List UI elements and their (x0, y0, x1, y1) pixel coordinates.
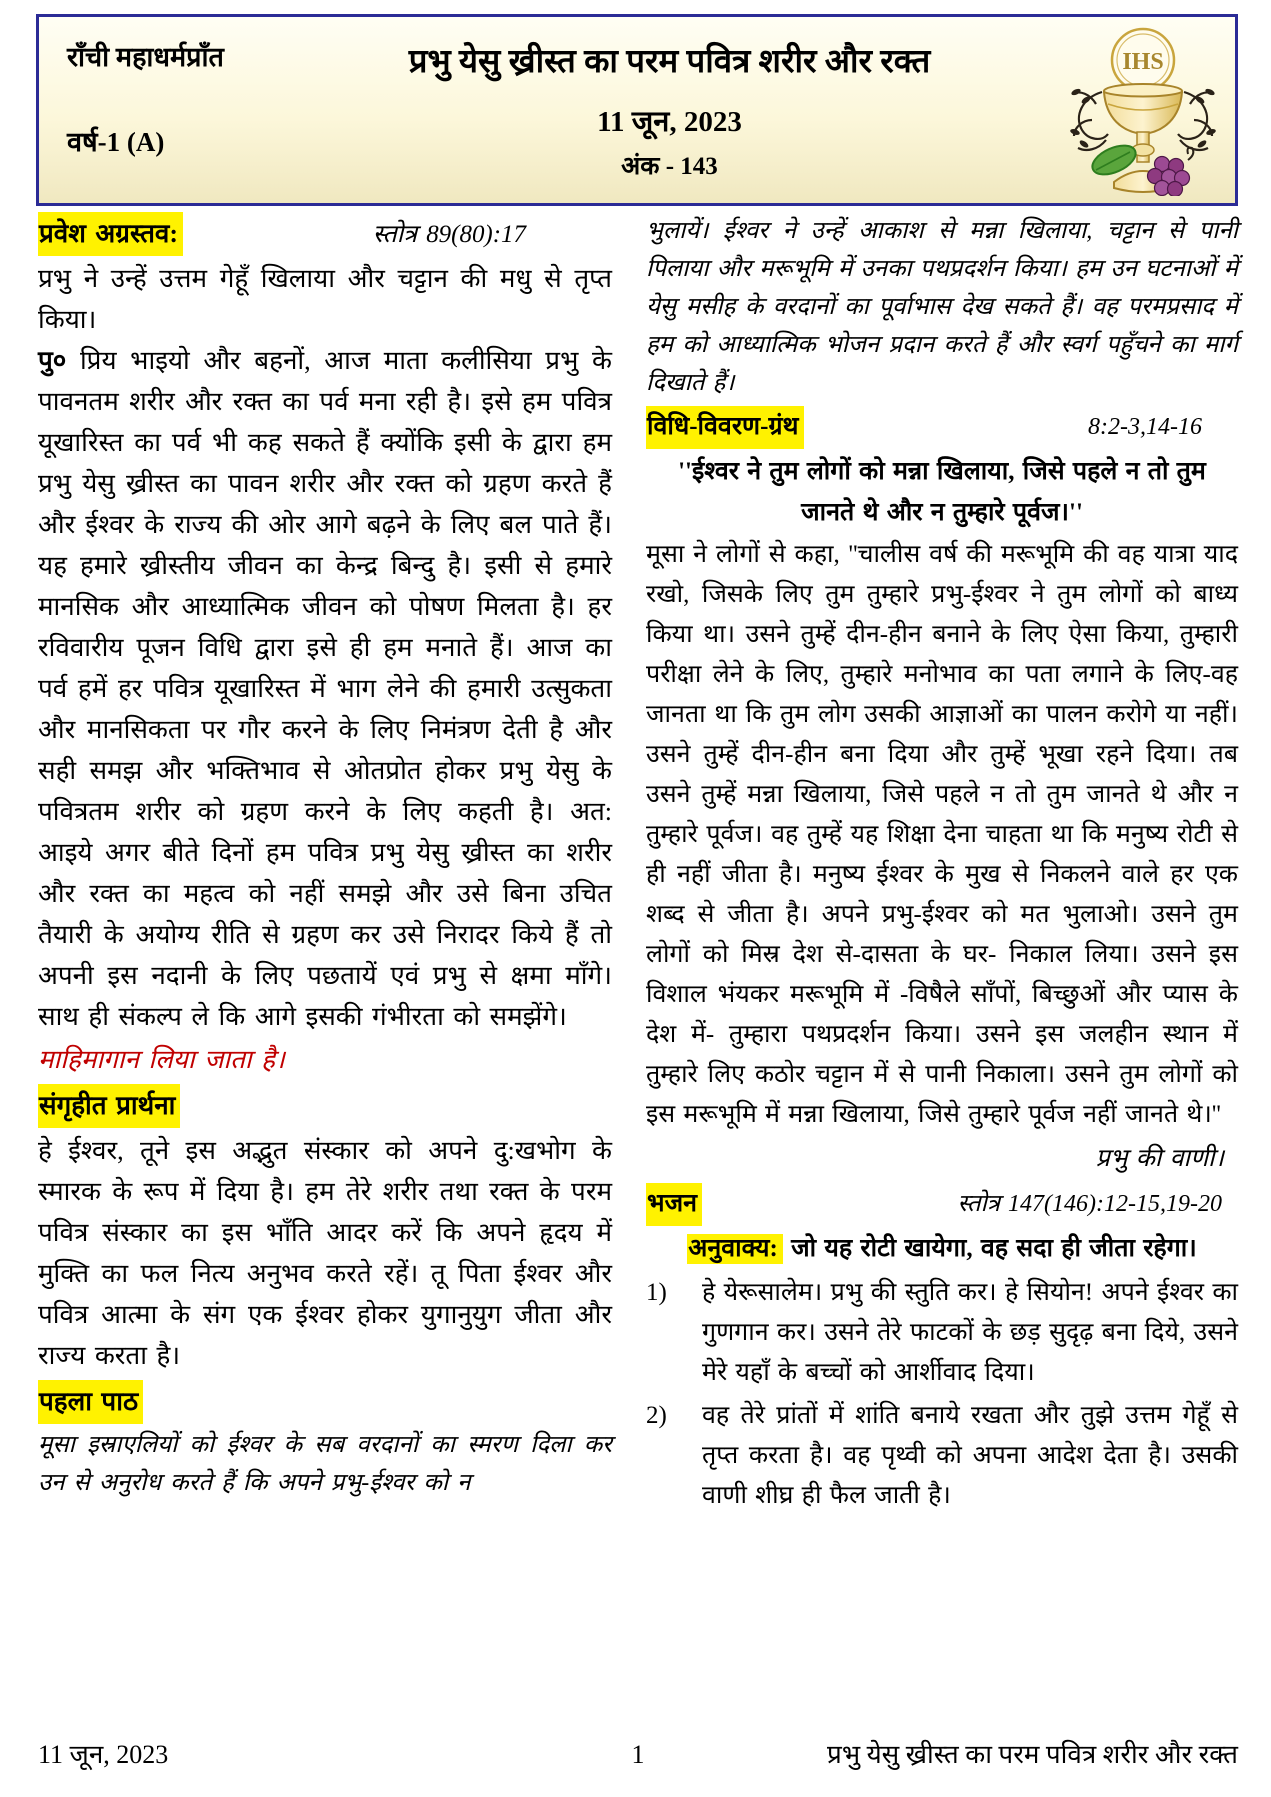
page-footer (38, 1735, 1238, 1771)
gloria-rubric: माहिमागान लिया जाता है। (38, 1045, 285, 1074)
masthead (36, 14, 1238, 206)
issue-date: 11 जून, 2023 (597, 105, 742, 138)
left-column (38, 212, 612, 1516)
feast-title: प्रभु येसु ख्रीस्त का परम पवित्र शरीर और रक्त (408, 44, 931, 80)
first-reading-header (38, 1380, 612, 1424)
entrance-antiphon-text: प्रभु ने उन्हें उत्तम गेहूँ खिलाया और चट्टान की मधु से तृप्त किया। (38, 264, 612, 334)
reading-source-header (646, 406, 1238, 449)
psalm-antiphon (646, 1228, 1238, 1270)
entrance-antiphon-heading: प्रवेश अग्रस्तव: (38, 212, 183, 256)
psalm-reference: स्तोत्र 147(146):12-15,19-20 (957, 1191, 1222, 1217)
psalm-verse-text: वह तेरे प्रांतों में शांति बनाये रखता और तुझे उत्तम गेहूँ से तृप्त करता है। वह पृथ्वी को अपना आदेश देता है। उसकी वाणी शीघ्र ही फैल जाती है। (702, 1402, 1238, 1509)
psalm-verse (646, 1273, 1238, 1393)
host-ihs-text: IHS (1121, 49, 1164, 75)
psalm-verse-number: 2) (646, 1402, 667, 1429)
grape-tendril (1187, 148, 1193, 160)
psalm-verse-text: हे येरूसालेम। प्रभु की स्तुति कर। हे सियोन! अपने ईश्वर का गुणगान कर। उसने तेरे फाटकों के छड़ सुदृढ़ बना दिये, उसने मेरे यहाँ के बच्चों को आर्शीवाद दिया। (702, 1279, 1238, 1386)
bulletin-body (38, 212, 1238, 1516)
priest-exhortation-text: प्रिय भाइयो और बहनों, आज माता कलीसिया प्रभु के पावनतम शरीर और रक्त का पर्व मना रही है। इसे हम पवित्र यूखारिस्त का पर्व भी कह सकते हैं क्योंकि इसी के द्वारा हम प्रभु येसु ख्रीस्त का पावन शरीर और रक्त को ग्रहण करते हैं और ईश्वर के राज्य की ओर आगे बढ़ने के लिए बल पाते हैं। यह हमारे ख्रीस्तीय जीवन का केन्द्र बिन्दु है। इसी से हमारे मानसिक और आध्यात्मिक जीवन को पोषण मिलता है। हर रविवारीय पूजन विधि द्वारा इसे ही हम मनाते हैं। आज का पर्व हमें हर पवित्र यूखारिस्त में भाग लेने की हमारी उत्सुकता और मानसिकता पर गौर करने के लिए निमंत्रण देती है और सही समझ और भक्तिभाव से ओतप्रोत होकर प्रभु येसु के पवित्रतम शरीर को ग्रहण करने के लिए कहती है। अत: आइये अगर बीते दिनों हम पवित्र प्रभु येसु ख्रीस्त का शरीर और रक्त का महत्व को नहीं समझे और उसे बिना उचित तैयारी के अयोग्य रीति से ग्रहण कर उसे निरादर किये हैं तो अपनी इस नदानी के लिए पछतायें एवं प्रभु से क्षमा माँगे। साथ ही संकल्प ले कि आगे इसकी गंभीरता को समझेंगे। (38, 346, 612, 1031)
first-reading-heading: पहला पाठ (38, 1380, 143, 1424)
masthead-emblem-area (1050, 17, 1235, 203)
psalm-verse-number: 1) (646, 1279, 667, 1306)
issue-number: अंक - 143 (621, 152, 718, 180)
footer-date: 11 जून, 2023 (38, 1740, 169, 1769)
collect-header (38, 1084, 612, 1128)
masthead-left (39, 17, 289, 203)
priest-exhortation (38, 340, 612, 1037)
footer-feast-title: प्रभु येसु ख्रीस्त का परम पवित्र शरीर और रक्त (827, 1740, 1238, 1769)
entrance-antiphon-reference: स्तोत्र 89(80):17 (372, 221, 526, 248)
liturgical-year: वर्ष-1 (A) (67, 127, 165, 157)
psalm-verse (646, 1396, 1238, 1516)
psalm-heading: भजन (646, 1183, 702, 1226)
reading-book-name: विधि-विवरण-ग्रंथ (646, 406, 804, 449)
reading-headline-quote: ''ईश्वर ने तुम लोगों को मन्ना खिलाया, जिसे पहले न तो तुम जानते थे और न तुम्हारे पूर्वज।'' (678, 458, 1206, 526)
footer-page-number: 1 (631, 1740, 645, 1769)
psalm-antiphon-label: अनुवाक्य: (687, 1234, 783, 1264)
masthead-center (289, 17, 1050, 203)
collect-heading: संगृहीत प्रार्थना (38, 1084, 180, 1128)
reading-reference: 8:2-3,14-16 (1088, 414, 1202, 440)
chalice-host-icon (1062, 24, 1224, 196)
archdiocese-name: राँची महाधर्मप्राँत (67, 42, 224, 72)
first-reading-intro: मूसा इस्राएलियों को ईश्वर के सब वरदानों का स्मरण दिला कर उन से अनुरोध करते हैं कि अपने प्रभु-ईश्वर को न (38, 1432, 612, 1496)
right-column (646, 212, 1238, 1516)
reading-body-text: मूसा ने लोगों से कहा, ''चालीस वर्ष की मरूभूमि की वह यात्रा याद रखो, जिसके लिए तुम तुम्हारे प्रभु-ईश्वर ने तुम लोगों को बाध्य किया था। उसने तुम्हें दीन-हीन बनाने के लिए ऐसा किया, तुम्हारी परीक्षा लेने के लिए, तुम्हारे मनोभाव का पता लगाने के लिए-वह जानता था कि तुम लोग उसकी आज्ञाओं का पालन करोगे या नहीं। उसने तुम्हें दीन-हीन बना दिया और तुम्हें भूखा रहने दिया। तब उसने तुम्हें मन्ना खिलाया, जिसे पहले न तो तुम जानते थे और न तुम्हारे पूर्वज। वह तुम्हें यह शिक्षा देना चाहता था कि मनुष्य रोटी से ही नहीं जीता है। मनुष्य ईश्वर के मुख से निकलने वाले हर एक शब्द से जीता है। अपने प्रभु-ईश्वर को मत भुलाओ। उसने तुम लोगों को मिस्र देश से-दासता के घर- निकाल लिया। उसने इस विशाल भंयकर मरूभूमि में -विषैले साँपों, बिच्छुओं और प्यास के देश में- तुम्हारा पथप्रदर्शन किया। उसने इस जलहीन स्थान में तुम्हारे लिए कठोर चट्टान में से पानी निकाला। उसने तुम लोगों को इस मरूभूमि में मन्ना खिलाया, जिसे तुम्हारे पूर्वज नहीं जानते थे।'' (646, 541, 1238, 1128)
priest-speaker-label: पु० (38, 346, 67, 375)
psalm-header (646, 1183, 1238, 1226)
chalice-bowl (1104, 92, 1182, 134)
collect-text: हे ईश्वर, तूने इस अद्भुत संस्कार को अपने दु:खभोग के स्मारक के रूप में दिया है। हम तेरे शरीर तथा रक्त के परम पवित्र संस्कार का इस भाँति आदर करें कि अपने हृदय में मुक्ति का फल नित्य अनुभव करते रहें। तू पिता ईश्वर और पवित्र आत्मा के संग एक ईश्वर होकर युगानुयुग जीता और राज्य करता है। (38, 1136, 612, 1370)
entrance-antiphon-header (38, 212, 612, 256)
psalm-antiphon-text: जो यह रोटी खायेगा, वह सदा ही जीता रहेगा। (791, 1235, 1197, 1262)
first-reading-intro-continued: भुलायें। ईश्वर ने उन्हें आकाश से मन्ना खिलाया, चट्टान से पानी पिलाया और मरूभूमि में उनका पथप्रदर्शन किया। हम उन घटनाओं में येसु मसीह के वरदानों का पूर्वाभास देख सकते हैं। वह परमप्रसाद में हम को आध्यात्मिक भोजन प्रदान करते हैं और स्वर्ग पहुँचने का मार्ग दिखाते हैं। (646, 218, 1238, 396)
reading-signoff: प्रभु की वाणी। (1095, 1145, 1224, 1172)
